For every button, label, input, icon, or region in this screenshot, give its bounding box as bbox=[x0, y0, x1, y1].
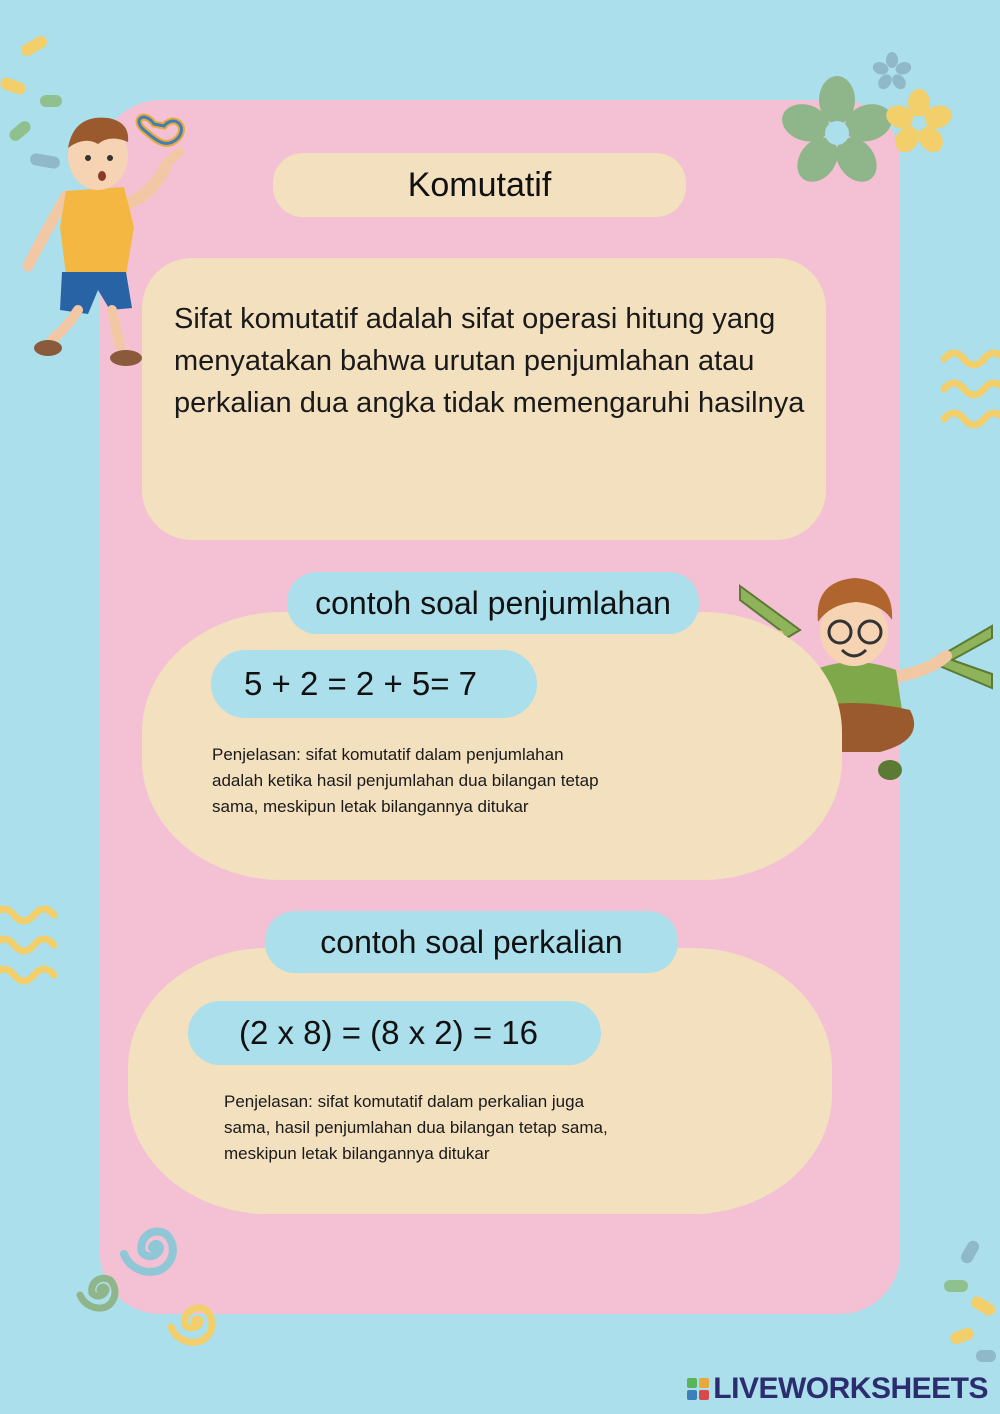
liveworksheets-logo[interactable] bbox=[687, 1372, 988, 1406]
addition-equation: 5 + 2 = 2 + 5= 7 bbox=[211, 650, 537, 718]
explanation-line: meskipun letak bilangannya ditukar bbox=[224, 1144, 490, 1163]
flower-icon bbox=[782, 78, 892, 188]
addition-heading: contoh soal penjumlahan bbox=[287, 572, 699, 634]
addition-explanation bbox=[212, 742, 682, 820]
multiplication-example-panel bbox=[128, 948, 832, 1214]
brand-name: LIVEWORKSHEETS bbox=[713, 1372, 988, 1405]
multiplication-heading: contoh soal perkalian bbox=[265, 911, 678, 973]
explanation-line: sama, meskipun letak bilangannya ditukar bbox=[212, 797, 529, 816]
multiplication-explanation bbox=[224, 1089, 694, 1167]
explanation-line: Penjelasan: sifat komutatif dalam perkalian juga bbox=[224, 1092, 585, 1111]
definition-text: Sifat komutatif adalah sifat operasi hitung yang menyatakan bahwa urutan penjumlahan atau perkalian dua angka tidak memengaruhi hasilnya bbox=[174, 303, 805, 419]
multiplication-equation: (2 x 8) = (8 x 2) = 16 bbox=[188, 1001, 601, 1065]
wave-icon bbox=[0, 905, 60, 995]
explanation-line: sama, hasil penjumlahan dua bilangan tetap sama, bbox=[224, 1118, 608, 1137]
page-title: Komutatif bbox=[273, 153, 686, 217]
explanation-line: Penjelasan: sifat komutatif dalam penjumlahan bbox=[212, 745, 564, 764]
logo-mark-icon bbox=[687, 1378, 709, 1400]
spiral-icon bbox=[162, 1290, 226, 1354]
wave-icon bbox=[940, 345, 1000, 440]
flower-icon bbox=[872, 52, 912, 92]
infinity-icon bbox=[139, 117, 181, 143]
explanation-line: adalah ketika hasil penjumlahan dua bilangan tetap bbox=[212, 771, 599, 790]
spiral-icon bbox=[72, 1262, 128, 1318]
confetti-icon bbox=[940, 1240, 1000, 1370]
flower-icon bbox=[886, 90, 952, 156]
